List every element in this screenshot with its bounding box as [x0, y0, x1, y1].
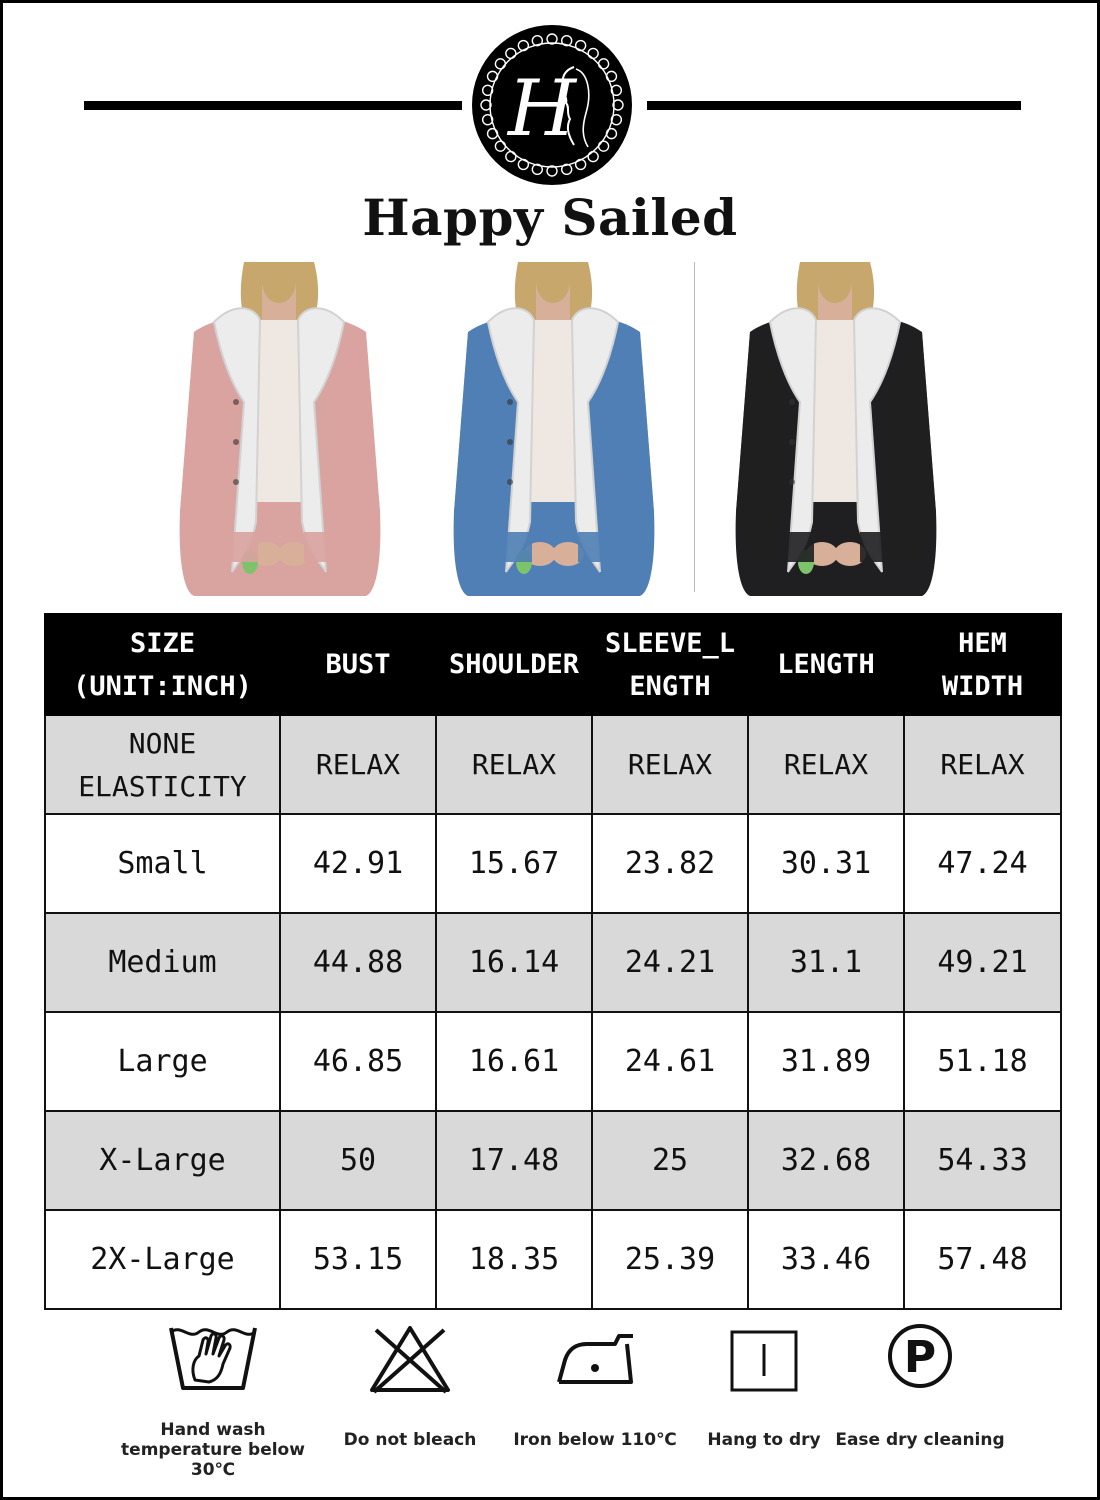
size-label: Medium: [45, 913, 280, 1012]
table-cell: 25: [592, 1111, 748, 1210]
table-cell: RELAX: [436, 715, 592, 814]
table-cell: 46.85: [280, 1012, 436, 1111]
table-cell: RELAX: [592, 715, 748, 814]
table-header-row: [45, 614, 1061, 715]
svg-text:P: P: [903, 1332, 937, 1383]
table-cell: 16.14: [436, 913, 592, 1012]
table-cell: 24.61: [592, 1012, 748, 1111]
header-hem-width: HEM WIDTH: [904, 614, 1061, 715]
hang-dry-icon: [728, 1328, 800, 1394]
table-cell: 49.21: [904, 913, 1061, 1012]
table-cell: RELAX: [280, 715, 436, 814]
table-cell: 31.1: [748, 913, 904, 1012]
table-cell: 24.21: [592, 913, 748, 1012]
table-row: [45, 814, 1061, 913]
iron-icon: [553, 1322, 637, 1394]
size-label: X-Large: [45, 1111, 280, 1210]
header-bust: BUST: [280, 614, 436, 715]
table-row: [45, 913, 1061, 1012]
table-cell: 30.31: [748, 814, 904, 913]
hand-wash-icon: [165, 1322, 261, 1394]
size-chart-table: [44, 613, 1062, 1310]
table-row: [45, 1210, 1061, 1309]
no-bleach-icon: [368, 1322, 452, 1394]
care-hang-dry: [700, 1322, 828, 1450]
header-length: LENGTH: [748, 614, 904, 715]
table-row: [45, 1111, 1061, 1210]
table-cell: 32.68: [748, 1111, 904, 1210]
table-cell: 33.46: [748, 1210, 904, 1309]
table-cell: 42.91: [280, 814, 436, 913]
table-cell: 23.82: [592, 814, 748, 913]
table-cell: 15.67: [436, 814, 592, 913]
care-label: Iron below 110℃: [513, 1430, 677, 1450]
blue-coat-photo: [428, 262, 678, 596]
table-cell: 44.88: [280, 913, 436, 1012]
care-iron: [505, 1322, 685, 1450]
black-coat-photo: [710, 262, 960, 596]
table-cell: 17.48: [436, 1111, 592, 1210]
table-cell: 54.33: [904, 1111, 1061, 1210]
brand-logo: [470, 23, 634, 187]
photo-divider: [694, 262, 695, 592]
table-cell: 47.24: [904, 814, 1061, 913]
table-cell: 57.48: [904, 1210, 1061, 1309]
table-cell: RELAX: [904, 715, 1061, 814]
table-cell: 51.18: [904, 1012, 1061, 1111]
care-label: Ease dry cleaning: [835, 1430, 1005, 1450]
table-cell: 53.15: [280, 1210, 436, 1309]
table-cell: 18.35: [436, 1210, 592, 1309]
table-cell: 50: [280, 1111, 436, 1210]
care-dry-clean: [830, 1322, 1010, 1450]
logo-letter: H: [507, 64, 577, 154]
size-label: 2X-Large: [45, 1210, 280, 1309]
size-label: Large: [45, 1012, 280, 1111]
dry-clean-icon: [884, 1322, 956, 1394]
table-cell: 16.61: [436, 1012, 592, 1111]
care-label: temperature below 30℃: [121, 1440, 305, 1480]
header-sleeve-length: SLEEVE_L ENGTH: [592, 614, 748, 715]
care-hand-wash: [100, 1322, 326, 1480]
size-label: Small: [45, 814, 280, 913]
header-shoulder: SHOULDER: [436, 614, 592, 715]
table-cell: RELAX: [748, 715, 904, 814]
elasticity-row: [45, 715, 1061, 814]
header-rule-right: [647, 101, 1021, 110]
care-label: Hang to dry: [707, 1430, 821, 1450]
header-size: SIZE (UNIT:INCH): [45, 614, 280, 715]
table-cell: 25.39: [592, 1210, 748, 1309]
table-row: [45, 1012, 1061, 1111]
care-no-bleach: [330, 1322, 490, 1450]
table-cell: 31.89: [748, 1012, 904, 1111]
brand-name: Happy Sailed: [362, 188, 738, 247]
elasticity-label: NONE ELASTICITY: [45, 715, 280, 814]
care-label: Hand wash: [160, 1420, 266, 1440]
header-rule-left: [84, 101, 462, 110]
care-label: Do not bleach: [343, 1430, 477, 1450]
pink-coat-photo: [160, 262, 398, 596]
